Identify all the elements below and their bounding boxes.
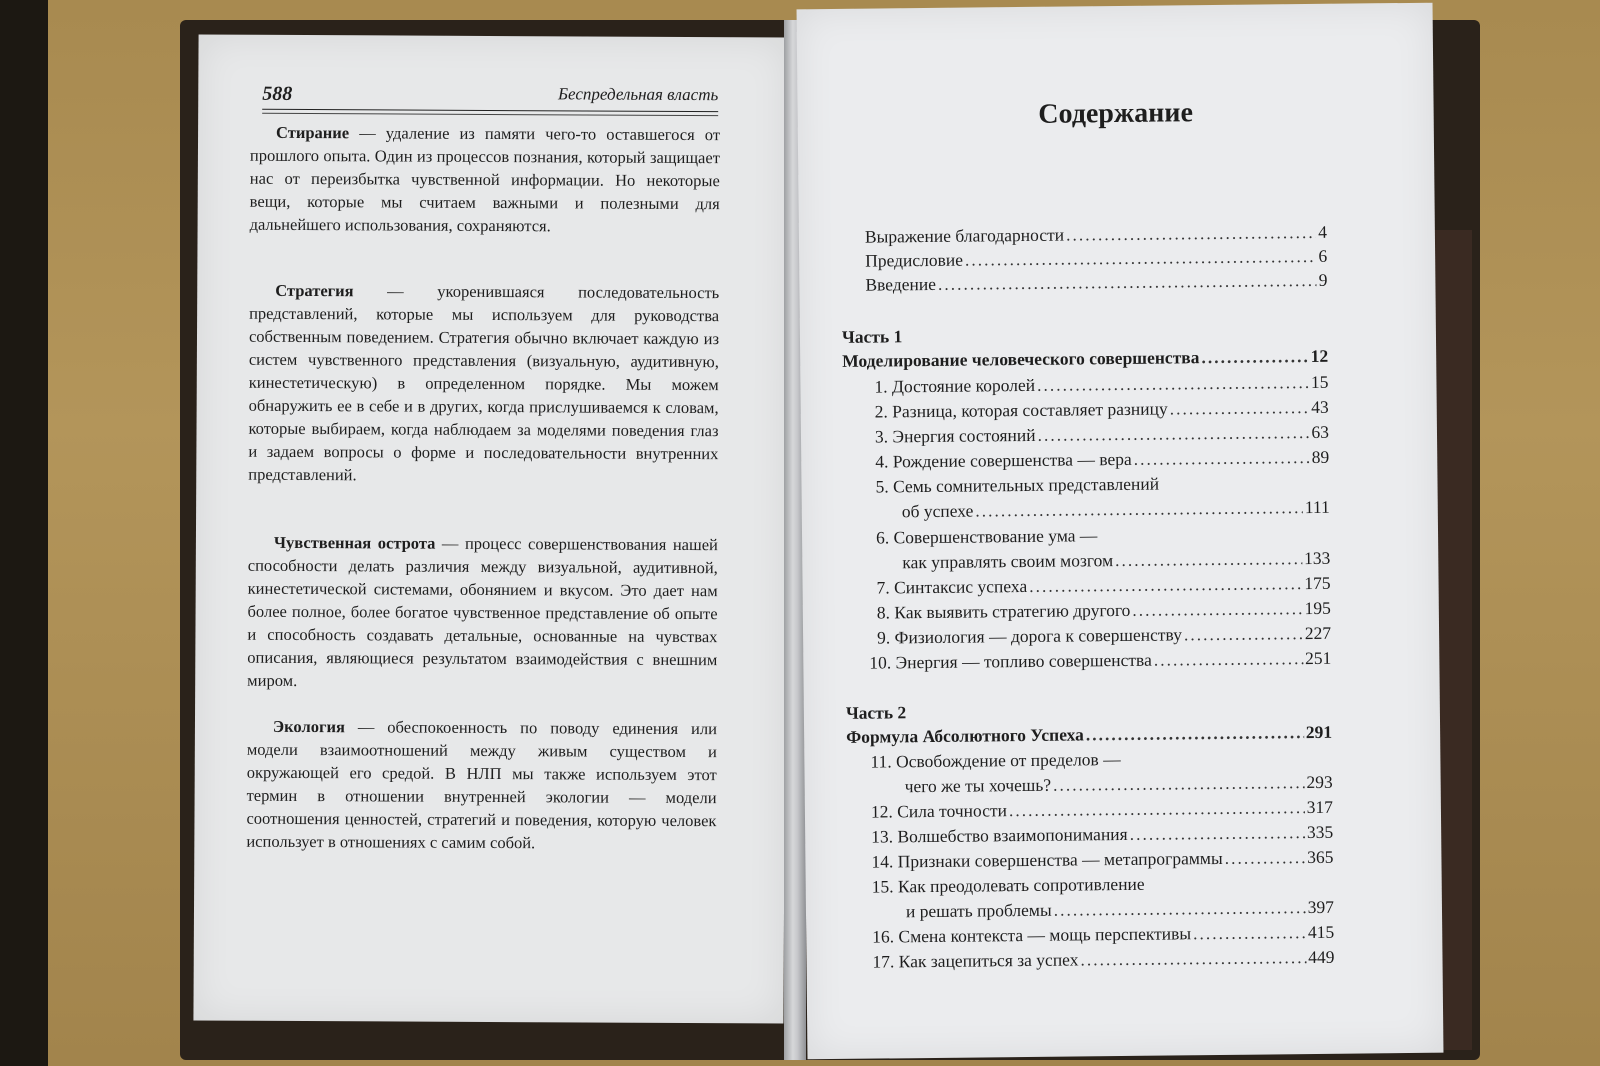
left-page (193, 34, 788, 1023)
toc-chapter-cont: об успехе ..... 111 (902, 497, 1330, 522)
glossary-entry (248, 279, 719, 488)
toc-chapter: 3. Энергия состояний ..... 63 (875, 422, 1329, 448)
toc-chapter: 4. Рождение совершенства — вера ..... 89 (875, 447, 1329, 473)
toc-item: Введение ..... 9 (865, 270, 1327, 296)
running-title: Беспредельная власть (557, 84, 719, 105)
toc-chapter: 5. Семь сомнительных представлений (875, 473, 1160, 497)
toc-chapter: 6. Совершенствование ума — (875, 525, 1098, 548)
toc-item: Выражение благодарности ..... 4 (865, 222, 1327, 248)
toc-chapter: 17. Как зацепиться за успех ..... 449 (872, 947, 1334, 973)
glossary-term: Экология (272, 716, 345, 737)
toc-chapter: 15. Как преодолевать сопротивление (871, 873, 1145, 897)
glossary-text: — укоренившаяся последовательность представлений, которые мы используем для руководства собственным поведением. Стратегия обычно включает каждую из систем чувственного представления (визуальную, аудитивную, кинестетическую) в определенном порядке. Мы можем обнаружить ее в себе и в других, когда прислушиваемся к словам, которые выбираем, когда наблюдаем за моделями поведения глаз и задаем вопросы о форме и последовательности внутренних представлений. (248, 281, 720, 485)
toc-item: Предисловие ..... 6 (865, 246, 1327, 272)
glossary-term: Чувственная острота (273, 532, 436, 553)
toc-chapter: 13. Волшебство взаимопонимания ..... 335 (871, 822, 1333, 848)
toc-part-title: Формула Абсолютного Успеха ..... 291 (846, 722, 1332, 748)
toc-chapter: 7. Синтаксис успеха ..... 175 (876, 573, 1330, 599)
page-number: 588 (262, 82, 293, 105)
glossary-text: — удаление из памяти чего-то оставшегося от прошлого опыта. Один из процессов познания, который защищает нас от переизбытка чувственной информации. Но некоторые вещи, которые мы считаем важными и полезными для дальнейшего использования, сохраняются. (249, 123, 721, 236)
glossary-entry (246, 715, 717, 855)
toc-part-title: Моделирование человеческого совершенства ..... 12 (842, 346, 1328, 372)
glossary-entry (250, 121, 721, 238)
toc-chapter: 10. Энергия — топливо совершенства ..... 251 (869, 648, 1331, 674)
toc-chapter: 16. Смена контекста — мощь перспективы ..... 415 (872, 922, 1334, 948)
toc-heading: Содержание (1038, 97, 1194, 130)
header-rule (262, 113, 718, 116)
right-page (797, 3, 1444, 1060)
toc-chapter-cont: как управлять своим мозгом ..... 133 (902, 548, 1330, 573)
glossary-term: Стирание (276, 122, 350, 143)
toc-part-label: Часть 1 (841, 326, 903, 347)
running-head (262, 79, 718, 111)
toc-chapter: 9. Физиология — дорога к совершенству ..... 227 (877, 623, 1331, 649)
toc-chapter: 12. Сила точности ..... 317 (871, 797, 1333, 823)
toc-chapter-cont: и решать проблемы ..... 397 (906, 897, 1334, 922)
toc-chapter: 2. Разница, которая составляет разницу ..... 43 (875, 397, 1329, 423)
toc-chapter: 8. Как выявить стратегию другого ..... 195 (877, 598, 1331, 624)
toc-chapter: 14. Признаки совершенства — метапрограммы ..... 365 (871, 847, 1333, 873)
toc-chapter-cont: чего же ты хочешь? ..... 293 (905, 772, 1333, 797)
glossary-text: — обеспокоенность по поводу единения или модели взаимоотношений между живым существом и окружающей его средой. В НЛП мы также используем этот термин в отношении внутренней экологии — модели соотношения ценностей, стратегий и поведения, которую человек использует в отношениях с самим собой. (246, 717, 718, 853)
header-rule (262, 109, 718, 112)
toc-part-label: Часть 2 (845, 702, 907, 723)
background-edge (0, 0, 48, 1066)
glossary-entry (247, 531, 718, 694)
toc-chapter: 11. Освобождение от пределов — (870, 749, 1121, 772)
glossary-text: — процесс совершенствования нашей способности делать различия между визуальной, аудитивной, кинестетической системами, обонянием и вкусом. Это дает нам более полное, более богатое чувственное представление об опыте и способность создавать детальные, основанные на чувствах описания, являющиеся результатом взаимодействия с внешним миром. (247, 533, 718, 690)
toc-chapter: 1. Достояние королей ..... 15 (874, 372, 1328, 398)
glossary-term: Стратегия (275, 280, 354, 301)
